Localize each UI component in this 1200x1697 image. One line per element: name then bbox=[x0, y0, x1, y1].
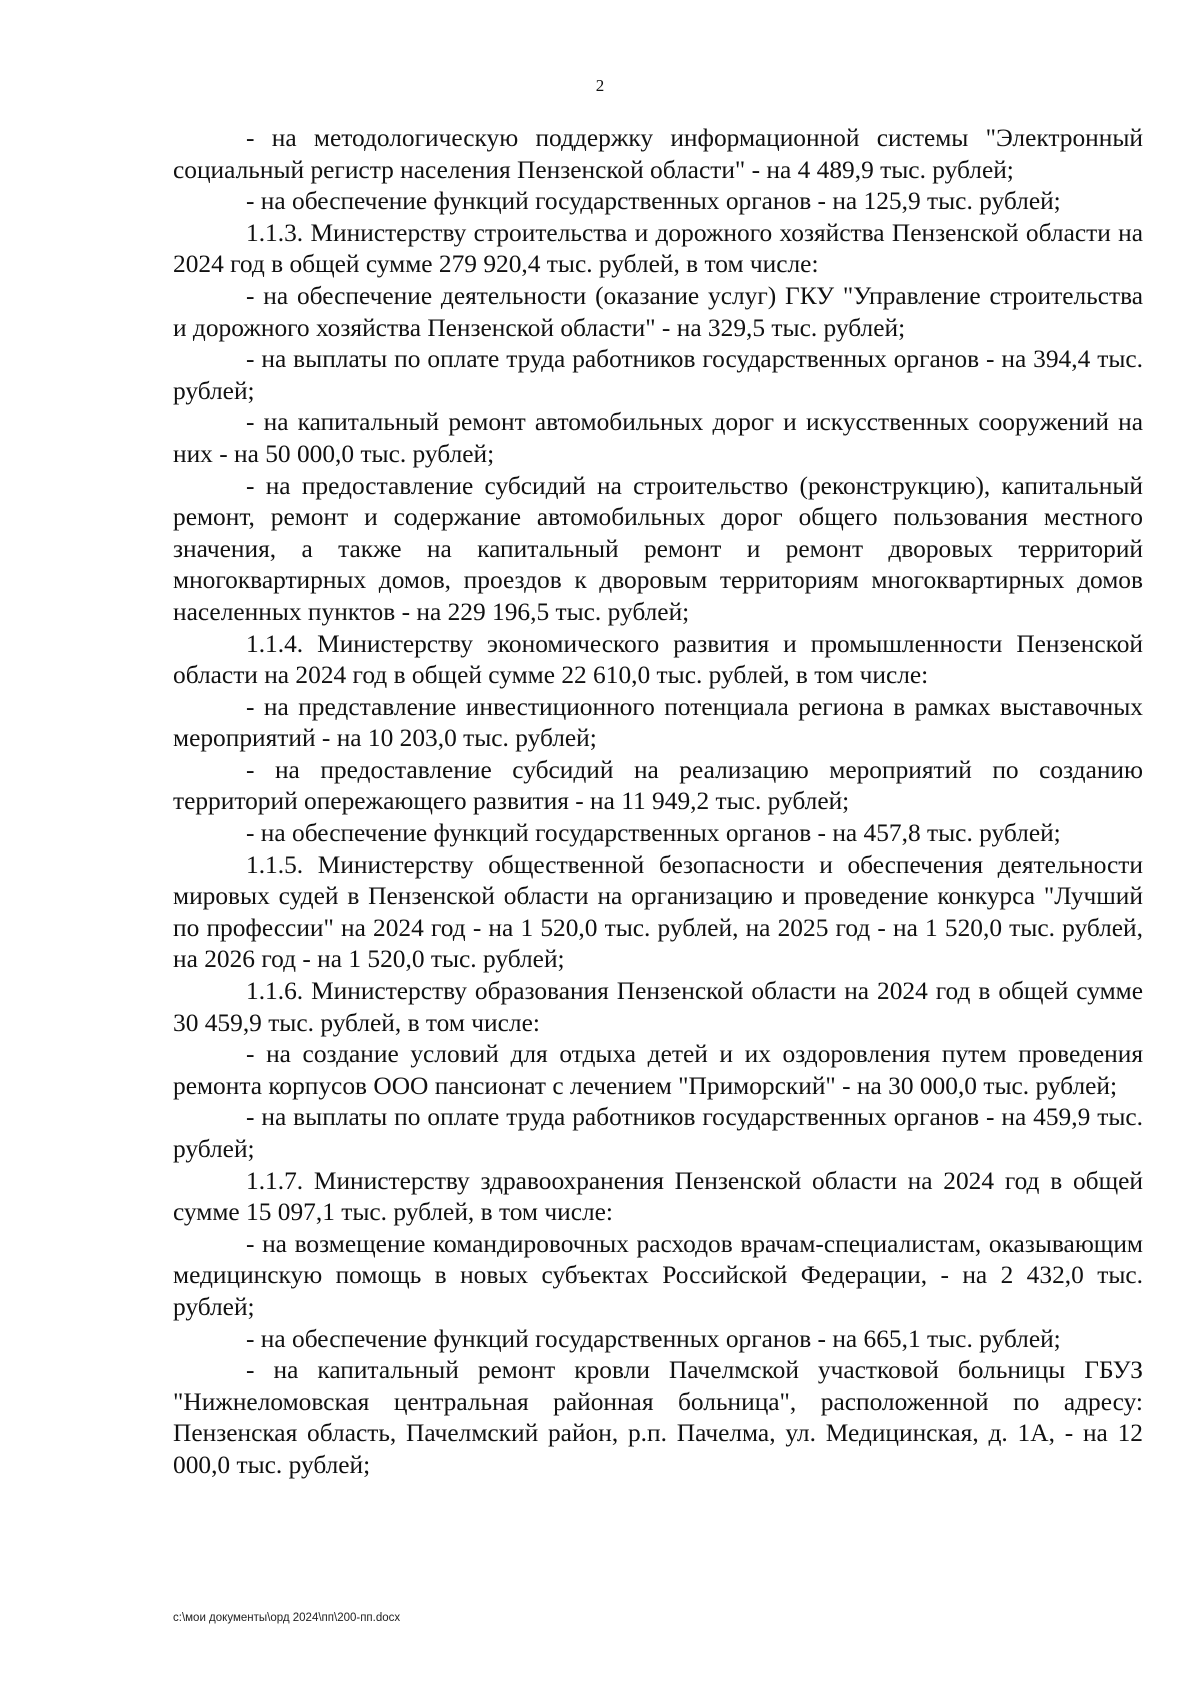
paragraph-education-wages: - на выплаты по оплате труда работников государственных органов - на 459,9 тыс. рублей; bbox=[173, 1103, 1143, 1163]
paragraph-advanced-development-territories: - на предоставление субсидий на реализацию мероприятий по созданию территорий опережающего развития - на 11 949,2 тыс. рублей; bbox=[173, 755, 1143, 816]
paragraph-road-repair: - на капитальный ремонт автомобильных дорог и искусственных сооружений на них - на 50 000,0 тыс. рублей; bbox=[173, 408, 1143, 468]
paragraph-methodology-support: - на методологическую поддержку информационной системы "Электронный социальный регистр населения Пензенской области" - на 4 489,9 тыс. рублей; bbox=[173, 124, 1143, 184]
paragraph-children-recreation: - на создание условий для отдыха детей и их оздоровления путем проведения ремонта корпусов ООО пансионат с лечением "Приморский" - на 30 000,0 тыс. рублей; bbox=[173, 1040, 1143, 1100]
paragraph-1-1-5-public-safety-ministry: 1.1.5. Министерству общественной безопасности и обеспечения деятельности мировых судей в Пензенской области на организацию и проведение конкурса "Лучший по профессии" на 2024 год - на 1 520,0 тыс. рублей, на 2025 год - на 1 520,0 тыс. рублей, на 2026 год - на 1 520,0 тыс. рублей; bbox=[173, 850, 1143, 974]
paragraph-hospital-roof-repair: - на капитальный ремонт кровли Пачелмской участковой больницы ГБУЗ "Нижнеломовская центральная районная больница", расположенной по адресу: Пензенская область, Пачелмский район, р.п. Пачелма, ул. Медицинская, д. 1А, - на 12 000,0 тыс. рублей; bbox=[173, 1356, 1143, 1479]
paragraph-investment-exhibitions: - на представление инвестиционного потенциала региона в рамках выставочных мероприятий - на 10 203,0 тыс. рублей; bbox=[173, 692, 1143, 753]
page-number: 2 bbox=[595, 76, 605, 95]
paragraph-1-1-4-economy-ministry: 1.1.4. Министерству экономического развития и промышленности Пензенской области на 2024 год в общей сумме 22 610,0 тыс. рублей, в том числе: bbox=[173, 629, 1143, 690]
document-body bbox=[173, 123, 1143, 1482]
paragraph-state-bodies-functions: - на обеспечение функций государственных органов - на 125,9 тыс. рублей; bbox=[246, 187, 1061, 216]
paragraph-wages: - на выплаты по оплате труда работников государственных органов - на 394,4 тыс. рублей; bbox=[173, 345, 1143, 405]
paragraph-health-state-bodies-functions: - на обеспечение функций государственных органов - на 665,1 тыс. рублей; bbox=[246, 1324, 1061, 1353]
paragraph-gku-activity: - на обеспечение деятельности (оказание услуг) ГКУ "Управление строительства и дорожного хозяйства Пензенской области" - на 329,5 тыс. рублей; bbox=[173, 281, 1143, 342]
paragraph-road-subsidies: - на предоставление субсидий на строительство (реконструкцию), капитальный ремонт, ремонт и содержание автомобильных дорог общего пользования местного значения, а также на капитальный ремонт и ремонт дворовых территорий многоквартирных домов, проездов к дворовым территориям многоквартирных домов населенных пунктов - на 229 196,5 тыс. рублей; bbox=[173, 471, 1143, 626]
footer-file-path: с:\мои документы\орд 2024\пп\200-пп.docx bbox=[173, 1612, 401, 1624]
paragraph-1-1-6-education-ministry: 1.1.6. Министерству образования Пензенской области на 2024 год в общей сумме 30 459,9 тыс. рублей, в том числе: bbox=[173, 977, 1143, 1037]
paragraph-1-1-3-construction-ministry: 1.1.3. Министерству строительства и дорожного хозяйства Пензенской области на 2024 год в общей сумме 279 920,4 тыс. рублей, в том числе: bbox=[173, 218, 1143, 279]
paragraph-economy-state-bodies-functions: - на обеспечение функций государственных органов - на 457,8 тыс. рублей; bbox=[246, 819, 1061, 848]
paragraph-1-1-7-health-ministry: 1.1.7. Министерству здравоохранения Пензенской области на 2024 год в общей сумме 15 097,1 тыс. рублей, в том числе: bbox=[173, 1166, 1143, 1227]
paragraph-travel-expenses: - на возмещение командировочных расходов врачам-специалистам, оказывающим медицинскую помощь в новых субъектах Российской Федерации, - на 2 432,0 тыс. рублей; bbox=[173, 1229, 1143, 1321]
